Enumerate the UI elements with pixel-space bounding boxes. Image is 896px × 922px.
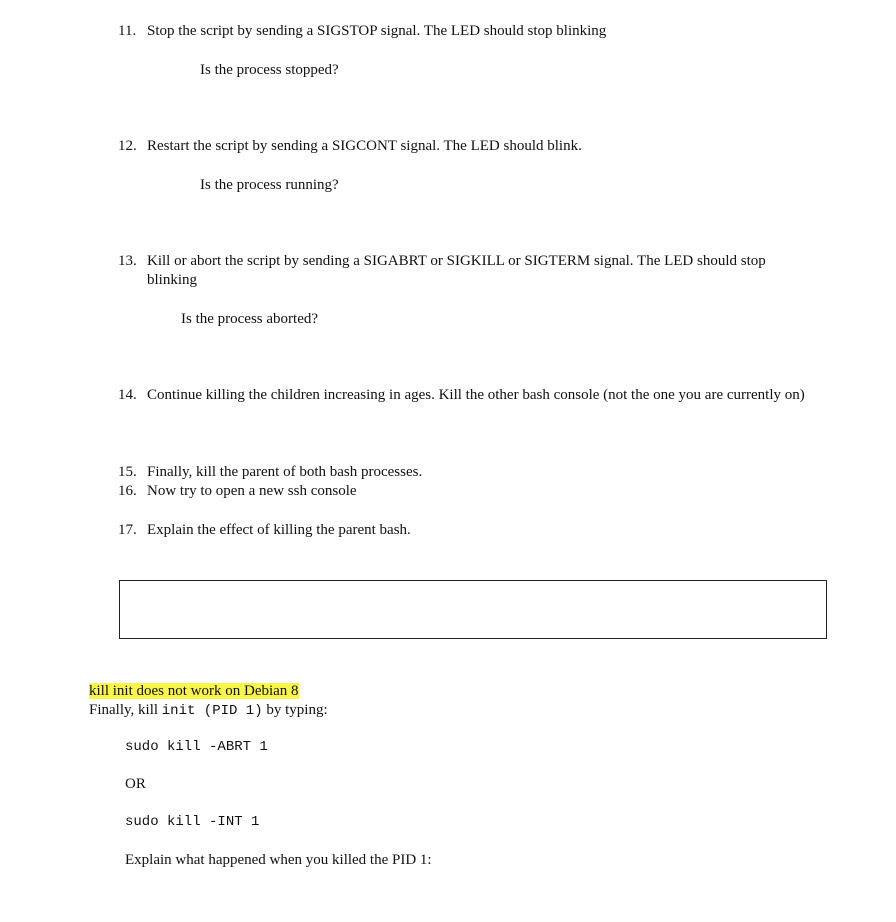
answer-box[interactable] (119, 580, 827, 639)
step-11-number: 11. (118, 23, 137, 39)
command-abrt: sudo kill -ABRT 1 (125, 739, 268, 755)
step-11-question: Is the process stopped? (200, 62, 339, 78)
step-16-number: 16. (118, 483, 137, 499)
step-14-number: 14. (118, 387, 137, 403)
step-13-text: Kill or abort the script by sending a SIGABRT or SIGKILL or SIGTERM signal. The LED should stop blinking (147, 253, 766, 288)
step-13-number: 13. (118, 253, 137, 269)
step-17-number: 17. (118, 522, 137, 538)
intro-code: init (PID 1) (161, 703, 263, 719)
intro-text-after: by typing: (266, 702, 328, 718)
step-12-question: Is the process running? (200, 177, 339, 193)
explain-pid1-prompt: Explain what happened when you killed the PID 1: (125, 852, 432, 868)
step-16-text: Now try to open a new ssh console (147, 483, 357, 499)
step-14-text: Continue killing the children increasing in ages. Kill the other bash console (not the one you are currently on) (147, 387, 805, 403)
highlighted-note: kill init does not work on Debian 8 (89, 683, 299, 699)
step-15-number: 15. (118, 464, 137, 480)
step-13-question: Is the process aborted? (181, 311, 319, 327)
or-label: OR (125, 776, 146, 792)
step-12-number: 12. (118, 138, 137, 154)
step-12-text: Restart the script by sending a SIGCONT signal. The LED should blink. (147, 138, 582, 154)
step-17-text: Explain the effect of killing the parent bash. (147, 522, 411, 538)
step-15-text: Finally, kill the parent of both bash processes. (147, 464, 423, 480)
intro-text-before: Finally, kill (89, 702, 159, 718)
debian-note (89, 682, 299, 701)
step-11-text: Stop the script by sending a SIGSTOP signal. The LED should stop blinking (147, 23, 607, 39)
kill-init-intro (89, 701, 328, 721)
command-int: sudo kill -INT 1 (125, 814, 260, 830)
